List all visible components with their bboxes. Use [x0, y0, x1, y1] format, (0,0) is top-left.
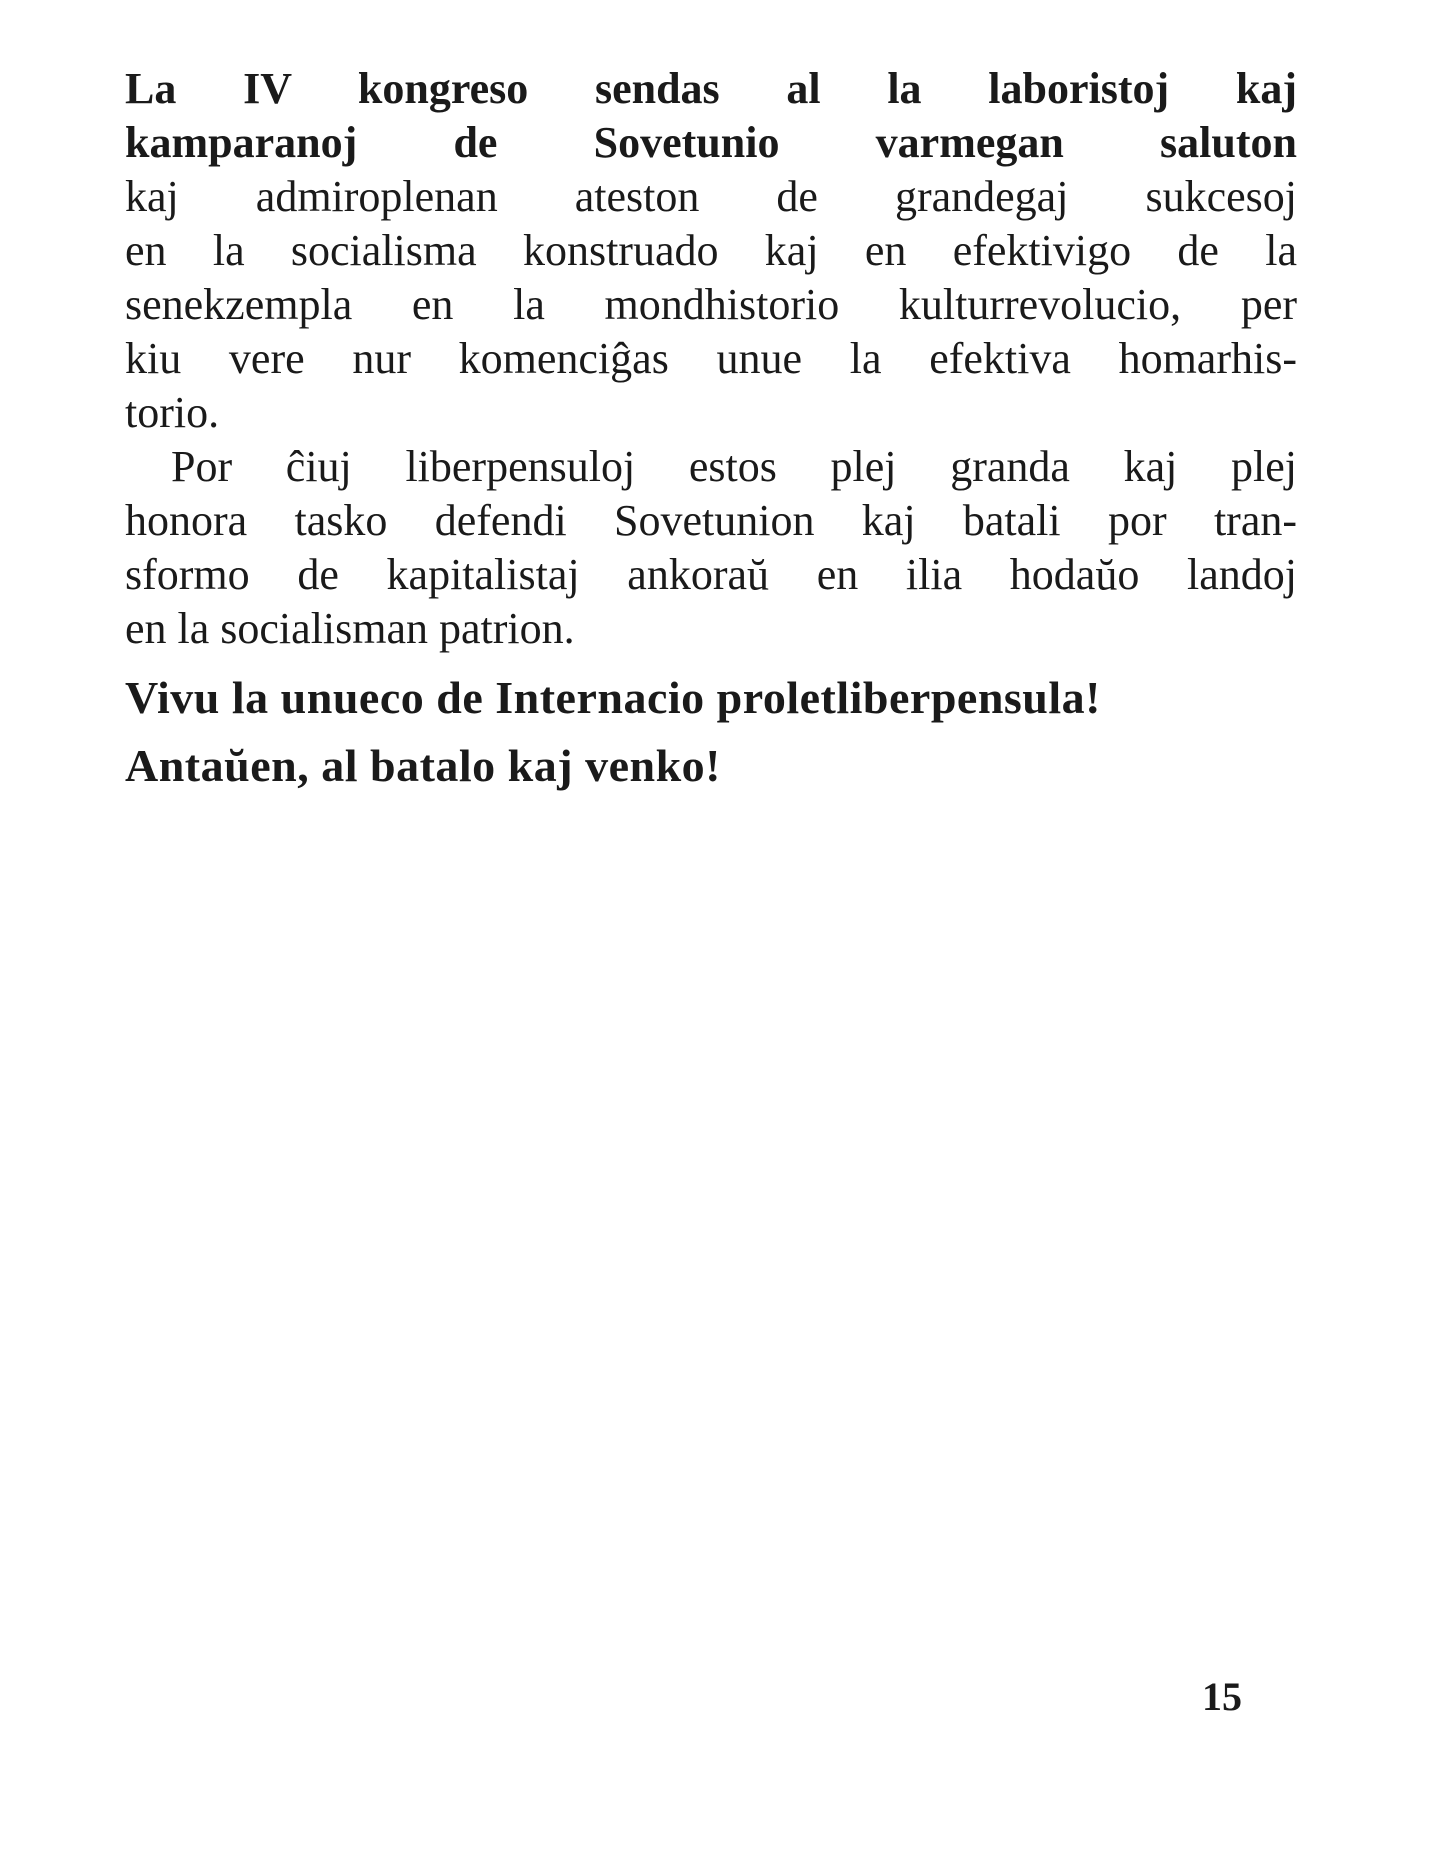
- paragraph-line: kaj admiroplenan ateston de grandegaj sukcesoj: [125, 172, 1297, 221]
- paragraph-line: kiu vere nur komenciĝas unue la efektiva homarhis-: [125, 334, 1297, 383]
- paragraph-line: honora tasko defendi Sovetunion kaj batali por tran-: [125, 496, 1297, 545]
- slogans: [125, 664, 1297, 800]
- slogan-unity: Vivu la unueco de Internacio proletliberpensula!: [125, 672, 1101, 723]
- paragraph-line: La IV kongreso sendas al la laboristoj kaj: [125, 64, 1297, 113]
- paragraph-line: torio.: [125, 388, 220, 437]
- paragraph-line: en la socialisma konstruado kaj en efektivigo de la: [125, 226, 1297, 275]
- slogan-forward: Antaŭen, al batalo kaj venko!: [125, 740, 721, 791]
- paragraph-line: senekzempla en la mondhistorio kulturrevolucio, per: [125, 280, 1297, 329]
- paragraph-line: kamparanoj de Sovetunio varmegan saluton: [125, 118, 1297, 167]
- page-number: 15: [1202, 1674, 1242, 1719]
- paragraph-line: en la socialisman patrion.: [125, 604, 575, 653]
- paragraph-line: Por ĉiuj liberpensuloj estos plej granda kaj plej: [171, 442, 1297, 491]
- paragraph-2: [125, 440, 1297, 656]
- text-block: [125, 62, 1297, 800]
- paragraph-line: sformo de kapitalistaj ankoraŭ en ilia hodaŭo landoj: [125, 550, 1297, 599]
- paragraph-1: [125, 62, 1297, 440]
